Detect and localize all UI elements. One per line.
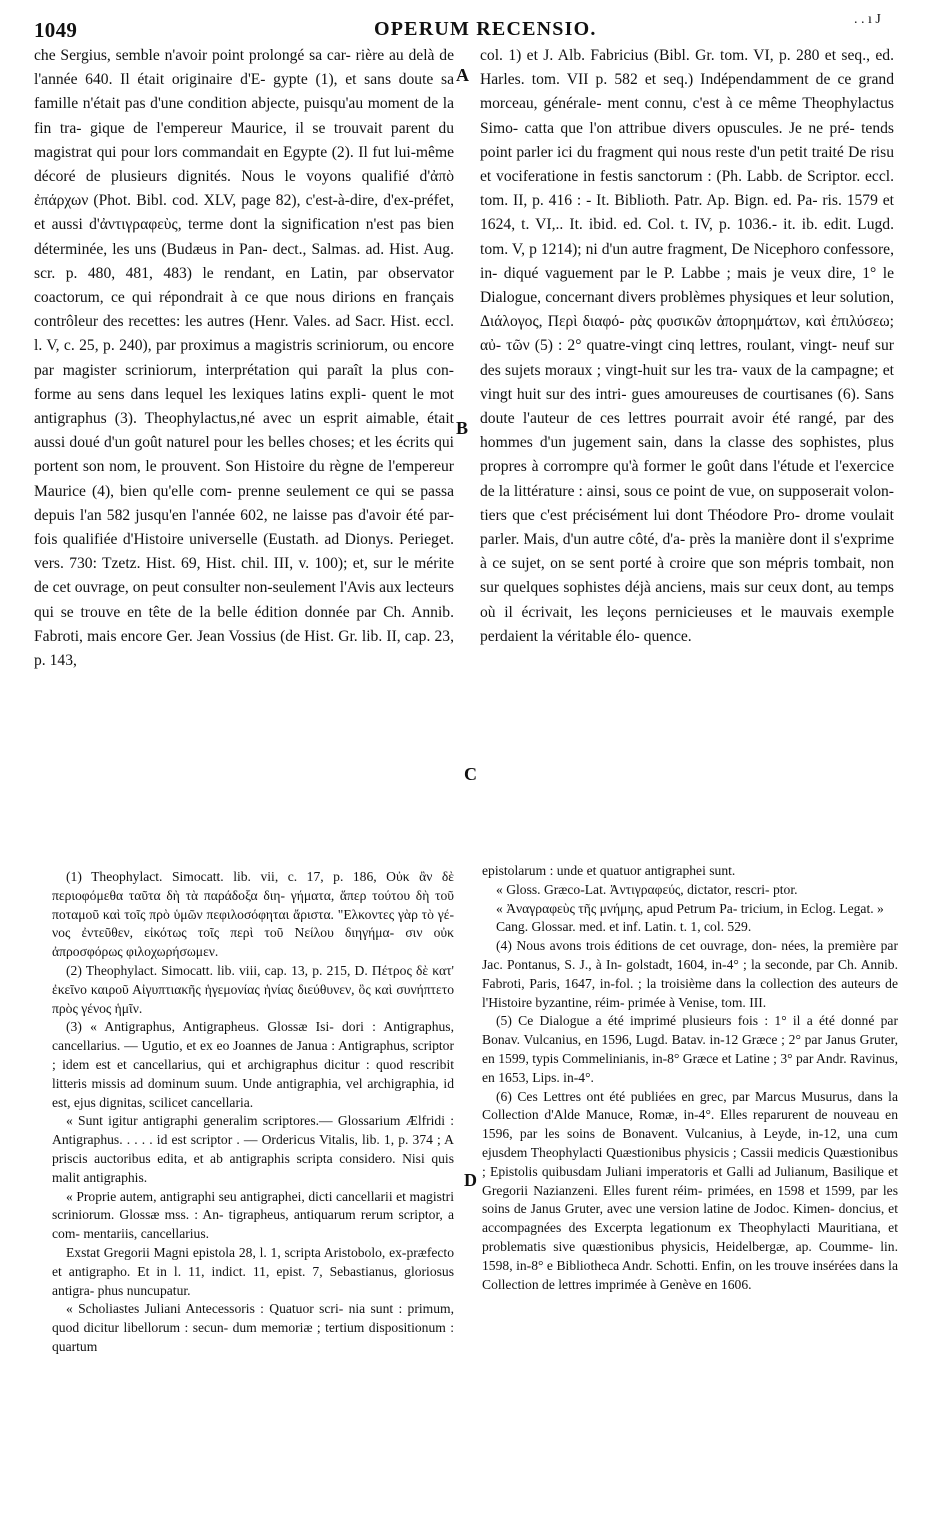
page-number: 1049 <box>34 18 78 42</box>
footnote-3-continued: « Gloss. Græco-Lat. Ἀντιγραφεύς, dictator, rescri- ptor. <box>496 881 798 897</box>
footnote-3-continued: « Proprie autem, antigraphi seu antigraphei, dicti cancellarii et magistri scriniorum. Glossæ mss. : An- tigrapheus, antiquarum rerum scriptor, a com- mentariis, cancellarius. <box>52 1188 454 1242</box>
body-paragraph: col. 1) et J. Alb. Fabricius (Bibl. Gr. tom. VI, p. 280 et seq., ed. Harles. tom. VII p. 582 et seq.) Indépendamment de ce grand morceau, générale- ment connu, c'est à ce même Theophylactus Simo- catta que l'on attribue divers opuscules. Je ne pré- tends point parler ici du fragment qui nous reste d'un petit traité De risu et vociferatione in festis sanctorum : (Ph. Labb. de Scriptor. eccl. tom. II, p. 416 : - It. Biblioth. Patr. Ap. Bign. ed. Pa- ris. 1579 et 1624, t. VI,.. It. ibid. ed. Col. t. IV, p. 1036.- it. ib. edit. Lugd. tom. V, p 1214); ni d'un autre fragment, De Nicephoro confessore, in- diqué vaguement par le P. Labbe ; mais je veux dire, 1° le Dialogue, concernant divers problèmes physiques et leur solution, Διάλογος, Περὶ διαφό- ρὰς φυσικῶν ἀπορημάτων, καὶ ἐπιλύσεω; αὐ- τῶν (5) : 2° quatre-vingt cinq lettres, roulant, vingt- neuf sur des sujets moraux ; vingt-huit sur les tra- vaux de la campagne; et vingt huit sur des intri- gues amoureuses de courtisanes (6). Sans doute l'auteur de ces lettres pourrait avoir été rangé, par des hommes d'un jugement sain, dans la classe des sophistes, plus propres à corrompre qu'à former le goût dans l'étude et l'exercice de la littérature : ainsi, sous ce point de vue, on supposerait volon- tiers que c'est précisément lui dont Théodore Pro- drome voulait parler. Mais, d'un autre côté, d'a- près la manière dont il s'exprime à ce sujet, on se sent porté à croire que son mépris tombait, non sur quelques sophistes déjà anciens, mais sur ceux dont, au temps où il écrivait, les leçons pernicieuses et le mauvais exemple perdaient la véritable élo- quence. <box>480 47 894 645</box>
footnote-3-continued: « Sunt igitur antigraphi generalim scriptores.— Glossarium Ælfridi : Antigraphus. . . . . id est scriptor . — Ordericus Vitalis, lib. 1, p. 374 ; A priscis auctoribus edita, et ab antigraphis scripta considero. Nisi quis malit antigraphis. <box>52 1113 454 1185</box>
footnote-3-continued: Cang. Glossar. med. et inf. Latin. t. 1, col. 529. <box>496 919 752 935</box>
margin-letter-b: B <box>456 418 469 438</box>
footnote-3-continued: « Ἀναγραφεὺς τῆς μνήμης, apud Petrum Pa- tricium, in Eclog. Legat. » <box>496 900 884 916</box>
body-paragraph: che Sergius, semble n'avoir point prolongé sa car- rière au delà de l'année 640. Il était originaire d'E- gypte (1), et sans doute sa famille n'était pas d'une condition abjecte, puisqu'au moment de la fin tra- gique de l'empereur Maurice, il se trouvait parent du magistrat qui pour lors commandait en Egypte (2). Il fut lui-même décoré de plusieurs dignités. Nous le voyons qualifié d'ἀπὸ ἐπάρχων (Phot. Bibl. cod. XLV, page 82), c'est-à-dire, d'ex-préfet, et aussi d'ἀντιγραφεὺς, terme dont la signification n'est pas bien déterminée, les uns (Budæus in Pan- dect., Salmas. ad. Hist. Aug. scr. p. 480, 481, 483) le rendant, en Latin, par observator coactorum, ce qui répondrait à ce que nous dirions en français contrôleur des recettes: les autres (Henr. Vales. ad Sacr. Hist. eccl. l. V, c. 25, p. 240), par proximus a magistris scriniorum, ou encore par magister scriniorum, interprétation qui paraît la plus con- forme au sens dans lequel les lexiques latins expli- quent le mot antigraphus (3). Theophylactus,né avec un esprit aimable, était aussi doué d'un goût naturel pour les belles choses; et les écrits qui portent son nom, le prouvent. Son Histoire du règne de l'empereur Maurice (4), bien qu'elle com- prenne seulement ce qui se passa depuis l'an 582 jusqu'en l'année 602, ne laisse pas d'avoir été par- fois qualifiée d'Histoire universelle (Eustath. ad Dionys. Perieget. vers. 730: Tzetz. Hist. 69, Hist. chil. III, v. 100); et, sur le mérite de cet ouvrage, on peut consulter non-seulement l'Avis aux lecteurs qui se trouve en tête de la belle édition donnée par Ch. Annib. Fabroti, mais encore Ger. Jean Vossius (de Hist. Gr. lib. II, cap. 23, p. 143, <box>34 47 454 670</box>
footnotes-left <box>52 868 454 1357</box>
footnote-5: (5) Ce Dialogue a été imprimé plusieurs fois : 1° il a été donné par Bonav. Vulcanius, en 1596, Lugd. Batav. in-12 Græce ; 2° par Janus Gruter, en 1599, typis Commelinianis, in-8° Græce et Latine ; 3° par Andr. Ravinus, en 1653, Lips. in-4°. <box>482 1013 898 1085</box>
footnote-1: (1) Theophylact. Simocatt. lib. vii, c. 17, p. 186, Οὐκ ἂν δὲ περιοφόμεθα ταῦτα δὴ τὰ παράδοξα διη- γήματα, ἅπερ τούτου δὴ τοῦ ποταμοῦ καὶ τοῖς πρὸ ὑμῶν πεφιλοσόφηται ἄριστα. "Ελκοντες γὰρ τὸ γέ- νος ἐντεῦθεν, εἰκότως τοῖς περὶ τοῦ Νείλου διηγήμα- σιν οὐκ ἀπροσφόρως φιλοχωρήσωμεν. <box>52 869 454 960</box>
footnotes-right <box>482 862 898 1294</box>
footnote-3-continued: epistolarum : unde et quatuor antigraphei sunt. <box>482 863 736 878</box>
footnote-3-continued: Exstat Gregorii Magni epistola 28, l. 1, scripta Aristobolo, ex-præfecto et antigrapho. Et in l. 11, indict. 11, epist. 7, Sebastianus, gloriosus antigra- phus nuncupatur. <box>52 1244 454 1298</box>
page-title: OPERUM RECENSIO. <box>374 18 597 40</box>
footnote-2: (2) Theophylact. Simocatt. lib. viii, cap. 13, p. 215, D. Πέτρος δὲ κατ' ἐκεῖνο καιροῦ Αἰγυπτιακῆς ἡγεμονίας ἡνίας διεύθυνεν, ὃς καὶ συνήπτετο πρὸς γένος ἡμῖν. <box>52 962 454 1016</box>
body-column-left <box>34 44 454 673</box>
margin-letter-c: C <box>464 764 477 784</box>
margin-letter-a: A <box>456 65 469 85</box>
footnote-3-continued: « Scholiastes Juliani Antecessoris : Quatuor scri- nia sunt : primum, quod dicitur libellorum : secun- dum memoriæ ; tertium dispositionum : quartum <box>52 1301 454 1354</box>
body-column-right <box>480 44 894 649</box>
footnote-6: (6) Ces Lettres ont été publiées en grec, par Marcus Musurus, dans la Collection d'Alde Manuce, Romæ, in-4°. Elles reparurent de nouveau en 1596, par les soins de Bonavent. Vulcanius, à Leyde, in-12, una cum ejusdem Theophylacti Quæstionibus physicis ; Cassii medicis Quæstionibus ; Epistolis quibusdam Juliani imperatoris et Galli ad Julianum, Basilique et Gregorii Nazianzeni. Elles furent réim- primées, en 1598 et 1599, par les soins de Janus Gruter, avec une version latine de Jodoc. Kimen- doncius, et accompagnées des Excerpta legationum ex Theophylacti Mauritiana, et problematis sive quæstionibus physicis, Heidelbergæ, ap. Coumme- lin. 1598, in-8° e Bibliotheca Andr. Schotti. Enfin, on les trouve insérées dans la Collection de lettres imprimée à Genève en 1606. <box>482 1088 898 1292</box>
page-header <box>34 8 914 44</box>
footnote-4: (4) Nous avons trois éditions de cet ouvrage, don- nées, la première par Jac. Pontanus, S. J., à In- golstadt, 1604, in-4° ; la seconde, par Ch. Annib. Fabroti, Paris, 1647, in-fol. ; la troisième dans la collection des auteurs de l'Histoire byzantine, réim- primée à Venise, tom. III. <box>482 938 898 1010</box>
footnote-3: (3) « Antigraphus, Antigrapheus. Glossæ Isi- dori : Antigraphus, cancellarius. — Ugutio, et ex eo Joannes de Janua : Antigraphus, scriptor ; idem est et cancellarius, qui et archigraphus dicitur : quod rescribit litteris missis ad dominum suum. Unde antigraphia, vel archigraphia, id est, ejus dignitas, scilicet cancellaria. <box>52 1019 454 1110</box>
margin-letter-d: D <box>464 1170 477 1190</box>
corner-mark: . . ı J <box>854 12 881 27</box>
